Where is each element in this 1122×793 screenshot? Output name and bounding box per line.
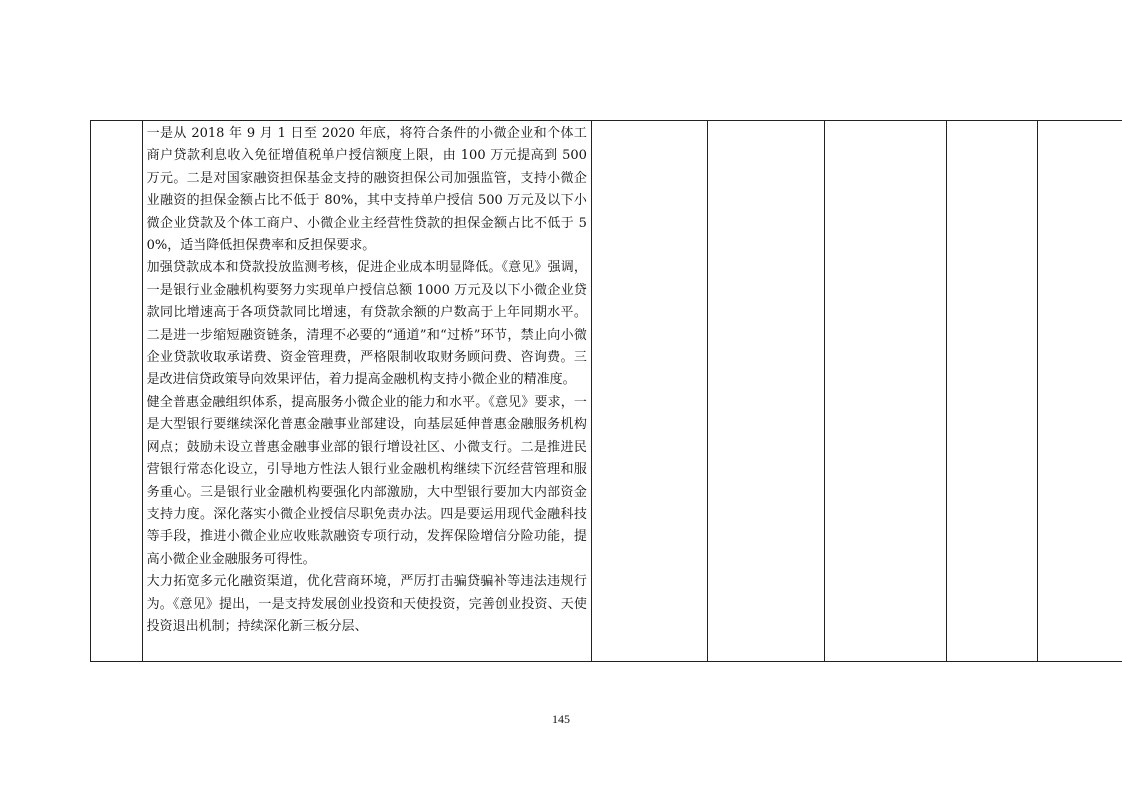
- paragraph-2: 加强贷款成本和贷款投放监测考核，促进企业成本明显降低。《意见》强调，一是银行业金融机构要努力实现单户授信总额 1000 万元及以下小微企业贷款同比增速高于各项贷款同比增速，有贷款余额的户数高于上年同期水平。二是进一步缩短融资链条，清理不必要的“通道”和“过桥”环节，禁止向小微企业贷款收取承诺费、资金管理费，严格限制收取财务顾问费、咨询费。三是改进信贷政策导向效果评估，着力提高金融机构支持小微企业的精准度。: [146, 260, 587, 388]
- page-number: 145: [552, 712, 570, 726]
- empty-cell: [708, 121, 824, 662]
- empty-cell: [824, 121, 946, 662]
- empty-cell: [591, 121, 707, 662]
- table-row: [91, 121, 1122, 662]
- paragraph-4: 大力拓宽多元化融资渠道，优化营商环境，严厉打击骗贷骗补等违法违规行为。《意见》提出，一是支持发展创业投资和天使投资，完善创业投资、天使投资退出机制；持续深化新三板分层、: [146, 574, 587, 634]
- document-table: [90, 120, 1122, 662]
- content-cell: [142, 121, 591, 662]
- paragraph-1: 一是从 2018 年 9 月 1 日至 2020 年底，将符合条件的小微企业和个体工商户贷款利息收入免征增值税单户授信额度上限，由 100 万元提高到 500 万元。二是对国家融资担保基金支持的融资担保公司加强监管，支持小微企业融资的担保金额占比不低于 80%，其中支持单户授信 500 万元及以下小微企业贷款及个体工商户、小微企业主经营性贷款的担保金额占比不低于 50%，适当降低担保费率和反担保要求。: [146, 126, 587, 254]
- paragraph-3: 健全普惠金融组织体系，提高服务小微企业的能力和水平。《意见》要求，一是大型银行要继续深化普惠金融事业部建设，向基层延伸普惠金融服务机构网点；鼓励未设立普惠金融事业部的银行增设社区、小微支行。二是推进民营银行常态化设立，引导地方性法人银行业金融机构继续下沉经营管理和服务重心。三是银行业金融机构要强化内部激励，大中型银行要加大内部资金支持力度。深化落实小微企业授信尽职免责办法。四是要运用现代金融科技等手段，推进小微企业应收账款融资专项行动，发挥保险增信分险功能，提高小微企业金融服务可得性。: [146, 394, 587, 567]
- empty-cell: [1037, 121, 1122, 662]
- empty-cell: [946, 121, 1037, 662]
- index-cell: [91, 121, 143, 662]
